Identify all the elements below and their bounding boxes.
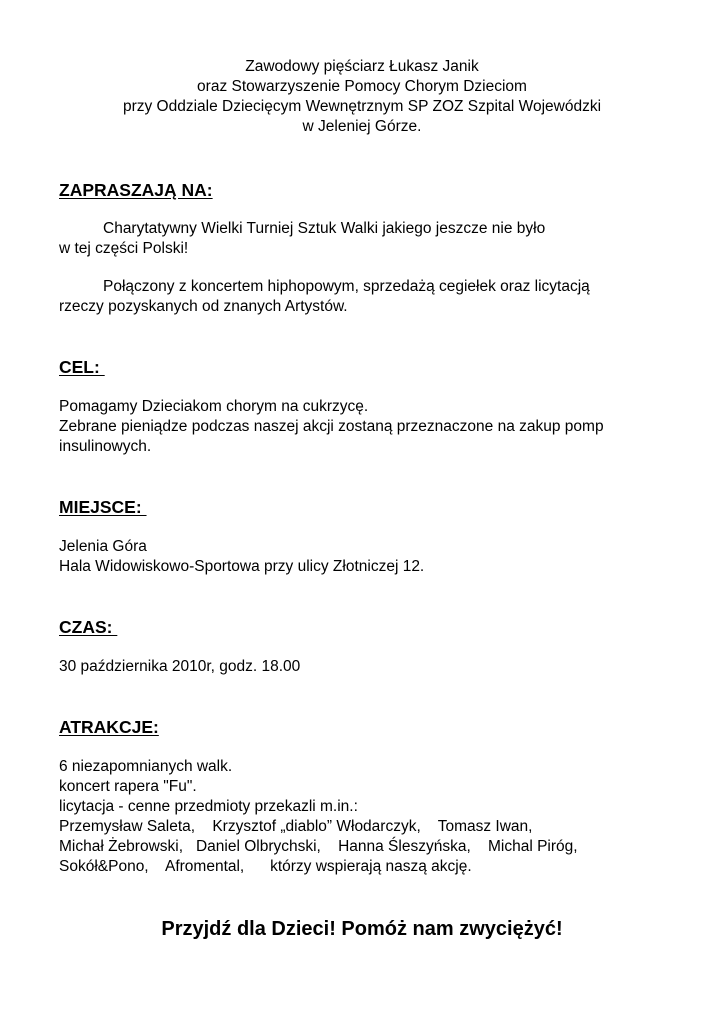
attractions-heading: ATRAKCJE:: [59, 717, 159, 737]
attractions-artists-line3: [59, 857, 578, 877]
invite-p1-line2: w tej części Polski!: [59, 240, 189, 257]
invite-heading: ZAPRASZAJĄ NA:: [59, 180, 213, 200]
goal-heading: CEL:: [59, 357, 105, 377]
attractions-line1: 6 niezapomnianych walk.: [59, 758, 233, 775]
invite-p2-line2: rzeczy pozyskanych od znanych Artystów.: [59, 298, 348, 315]
artists-text-1: Przemysław Saleta, Krzysztof „diablo” Włodarczyk, Tomasz Iwan,: [59, 818, 533, 835]
goal-line3: insulinowych.: [59, 438, 152, 455]
invite-paragraph-1: [59, 219, 545, 259]
goal-paragraph: [59, 397, 604, 457]
artists-text-3: Sokół&Pono, Afromental, którzy wspierają naszą akcję.: [59, 858, 472, 875]
goal-line1: Pomagamy Dzieciakom chorym na cukrzycę.: [59, 398, 369, 415]
place-line1: Jelenia Góra: [59, 538, 147, 555]
header-block: [0, 57, 724, 137]
time-line1: 30 października 2010r, godz. 18.00: [59, 658, 301, 675]
attractions-artists-line2: [59, 837, 578, 857]
artists-text-2: Michał Żebrowski, Daniel Olbrychski, Hanna Śleszyńska, Michal Piróg,: [59, 838, 578, 855]
time-heading: CZAS:: [59, 617, 118, 637]
attractions-line3: licytacja - cenne przedmioty przekazli m.in.:: [59, 798, 358, 815]
time-paragraph: [59, 657, 300, 677]
closing-slogan: Przyjdź dla Dzieci! Pomóż nam zwyciężyć!: [161, 918, 563, 940]
goal-line2: Zebrane pieniądze podczas naszej akcji zostaną przeznaczone na zakup pomp: [59, 418, 604, 435]
header-line-organizer: Zawodowy pięściarz Łukasz Janik: [245, 58, 479, 75]
header-line-city: w Jeleniej Górze.: [302, 118, 422, 135]
place-heading: MIEJSCE:: [59, 497, 147, 517]
header-line-hospital: przy Oddziale Dziecięcym Wewnętrznym SP ZOZ Szpital Wojewódzki: [122, 98, 602, 115]
invite-p2-line1: Połączony z koncertem hiphopowym, sprzedażą cegiełek oraz licytacją: [103, 278, 590, 295]
invite-p1-line1: Charytatywny Wielki Turniej Sztuk Walki jakiego jeszcze nie było: [103, 220, 546, 237]
attractions-artists-line1: [59, 817, 578, 837]
place-paragraph: [59, 537, 424, 577]
invite-paragraph-2: [59, 277, 590, 317]
attractions-line2: koncert rapera "Fu".: [59, 778, 197, 795]
attractions-paragraph: [59, 757, 578, 877]
header-line-association: oraz Stowarzyszenie Pomocy Chorym Dzieciom: [197, 78, 527, 95]
place-line2: Hala Widowiskowo-Sportowa przy ulicy Złotniczej 12.: [59, 558, 425, 575]
